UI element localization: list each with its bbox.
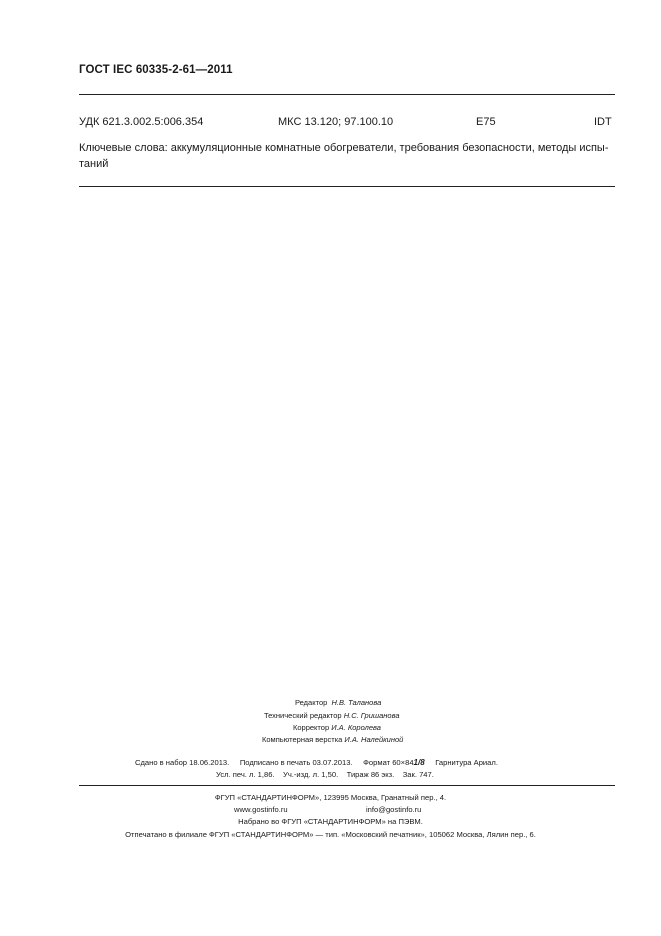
credit-corrector bbox=[293, 723, 381, 732]
imprint-signed: Подписано в печать 03.07.2013. bbox=[239, 758, 353, 767]
imprint-format: Формат 60×84 bbox=[363, 758, 414, 767]
imprint-pub-sheets: Уч.-изд. л. 1,50. bbox=[283, 770, 339, 779]
imprint-print-sheets: Усл. печ. л. 1,86. bbox=[216, 770, 275, 779]
udc-code: УДК 621.3.002.5:006.354 bbox=[79, 116, 204, 128]
keywords-rule bbox=[79, 186, 615, 187]
credit-editor bbox=[295, 698, 381, 707]
credit-name: Н.С. Гришанова bbox=[343, 711, 400, 720]
imprint-run: Тираж 86 экз. bbox=[346, 770, 395, 779]
keywords-line: Ключевые слова: аккумуляционные комнатные обогреватели, требования безопасности, методы испы- bbox=[79, 142, 609, 154]
credit-name: И.А. Королева bbox=[331, 723, 381, 732]
imprint-typeface: Гарнитура Ариал. bbox=[435, 758, 498, 767]
ics-code: МКС 13.120; 97.100.10 bbox=[278, 116, 394, 128]
publisher-typeset: Набрано во ФГУП «СТАНДАРТИНФОРМ» на ПЭВМ. bbox=[238, 817, 423, 826]
credit-tech-editor bbox=[264, 711, 400, 720]
credit-name: И.А. Налейкиной bbox=[344, 735, 404, 744]
standard-code: ГОСТ IEC 60335-2-61—2011 bbox=[79, 64, 233, 76]
imprint-line-1 bbox=[135, 758, 498, 767]
imprint-line-2 bbox=[216, 770, 434, 779]
credit-role: Компьютерная верстка bbox=[262, 735, 343, 744]
degree-code: IDT bbox=[594, 116, 612, 128]
keywords-block bbox=[79, 140, 615, 172]
publisher-address: ФГУП «СТАНДАРТИНФОРМ», 123995 Москва, Гранатный пер., 4. bbox=[214, 793, 447, 802]
format-fraction: 1/8 bbox=[413, 758, 425, 767]
publisher-website[interactable]: www.gostinfo.ru bbox=[234, 805, 288, 814]
credit-role: Технический редактор bbox=[264, 711, 342, 720]
credit-role: Редактор bbox=[295, 698, 328, 707]
publisher-printed: Отпечатано в филиале ФГУП «СТАНДАРТИНФОРМ» — тип. «Московский печатник», 105062 Москва, Лялин пер., 6. bbox=[125, 830, 536, 839]
imprint-submitted: Сдано в набор 18.06.2013. bbox=[135, 758, 230, 767]
credit-layout bbox=[262, 735, 403, 744]
keywords-continuation: таний bbox=[79, 158, 109, 170]
header-rule bbox=[79, 94, 615, 95]
publisher-email[interactable]: info@gostinfo.ru bbox=[366, 805, 422, 814]
credit-role: Корректор bbox=[293, 723, 330, 732]
imprint-order: Зак. 747. bbox=[402, 770, 434, 779]
group-code: E75 bbox=[476, 116, 496, 128]
credit-name: Н.В. Таланова bbox=[331, 698, 382, 707]
imprint-rule bbox=[79, 785, 615, 786]
